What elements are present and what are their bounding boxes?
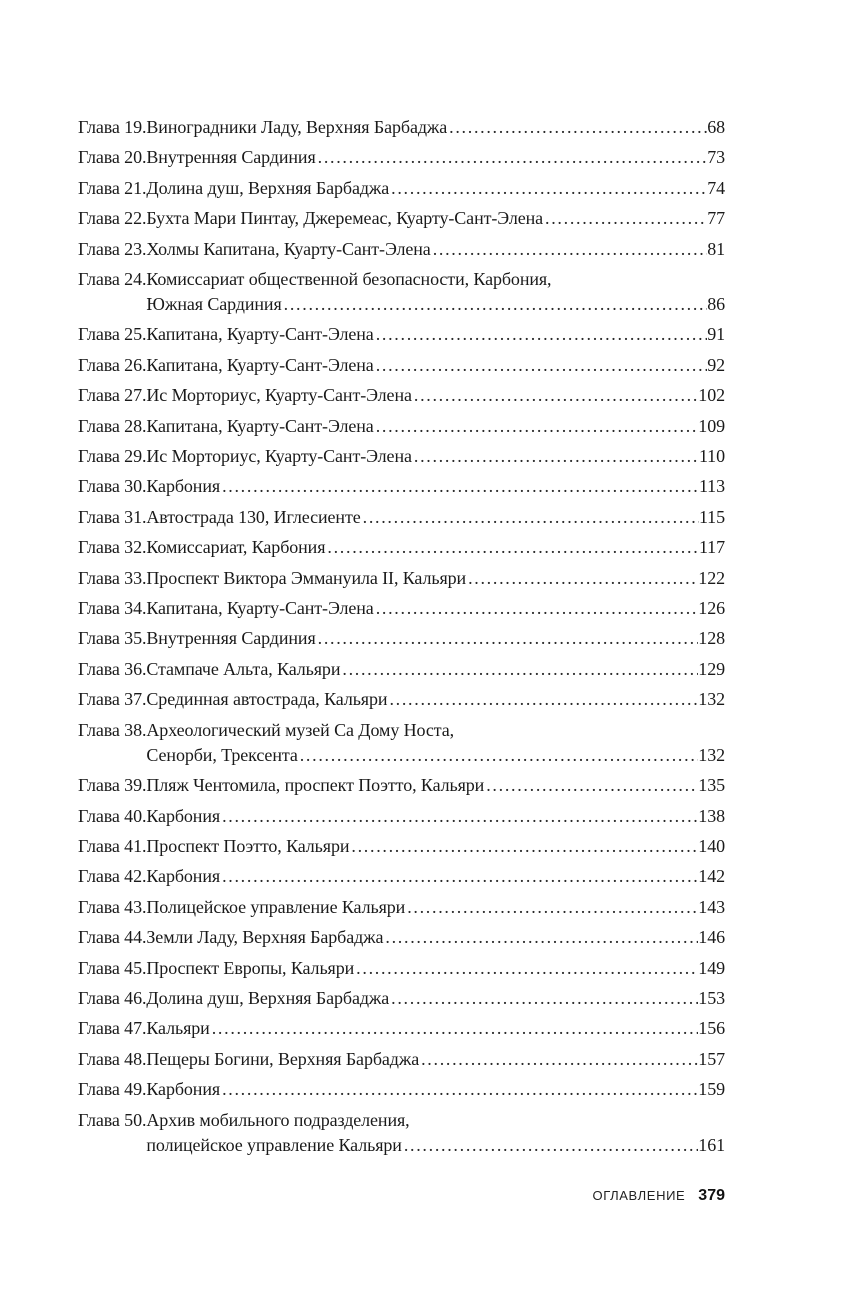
chapter-body (146, 142, 725, 172)
toc-entry[interactable] (78, 623, 725, 653)
chapter-body (146, 1044, 725, 1074)
dot-leader (412, 380, 698, 410)
chapter-title: Южная Сардиния (146, 294, 282, 315)
chapter-label: Глава 36. (78, 658, 147, 679)
chapter-body (146, 1013, 725, 1043)
dot-leader (389, 983, 698, 1013)
table-of-contents (78, 112, 725, 1160)
chapter-title: Капитана, Куарту-Сант-Элена (146, 415, 374, 436)
toc-entry[interactable] (78, 1044, 725, 1074)
chapter-title: Пляж Чентомила, проспект Поэтто, Кальяри (146, 775, 485, 796)
toc-entry[interactable] (78, 831, 725, 861)
chapter-line (146, 743, 725, 768)
chapter-body (146, 502, 725, 532)
toc-entry[interactable] (78, 715, 725, 770)
toc-entry[interactable] (78, 173, 725, 203)
page-number: 113 (698, 476, 725, 497)
toc-entry[interactable] (78, 983, 725, 1013)
page-number: 140 (698, 835, 725, 856)
page-number: 86 (707, 294, 725, 315)
chapter-body (146, 380, 725, 410)
chapter-title: Автострада 130, Иглесиенте (146, 506, 361, 527)
running-header: ОГЛАВЛЕНИЕ (592, 1188, 686, 1203)
dot-leader (316, 623, 699, 653)
toc-entry[interactable] (78, 1013, 725, 1043)
chapter-title: Карбония (146, 1079, 221, 1100)
toc-entry[interactable] (78, 380, 725, 410)
chapter-title: Пещеры Богини, Верхняя Барбаджа (146, 1048, 420, 1069)
chapter-title: Долина душ, Верхняя Барбаджа (146, 177, 390, 198)
chapter-line (146, 1013, 725, 1043)
chapter-label: Глава 39. (78, 775, 147, 796)
chapter-body (146, 173, 725, 203)
chapter-line (146, 953, 725, 983)
chapter-title: Карбония (146, 476, 221, 497)
chapter-label: Глава 43. (78, 896, 147, 917)
chapter-label: Глава 19. (78, 117, 147, 137)
dot-leader (543, 203, 707, 233)
chapter-label: Глава 34. (78, 598, 147, 619)
toc-entry[interactable] (78, 112, 725, 142)
chapter-title: Проспект Поэтто, Кальяри (146, 835, 350, 856)
chapter-line (146, 623, 725, 653)
chapter-title: Полицейское управление Кальяри (146, 896, 406, 917)
page-number: 132 (698, 689, 725, 710)
dot-leader (340, 654, 698, 684)
chapter-line (146, 831, 725, 861)
toc-entry[interactable] (78, 471, 725, 501)
chapter-body (146, 350, 725, 380)
dot-leader (419, 1044, 698, 1074)
chapter-line (146, 1044, 725, 1074)
page-number: 91 (707, 324, 725, 345)
chapter-title: Долина душ, Верхняя Барбаджа (146, 987, 390, 1008)
chapter-body (146, 532, 725, 562)
chapter-body (146, 654, 725, 684)
toc-entry[interactable] (78, 922, 725, 952)
toc-entry[interactable] (78, 861, 725, 891)
chapter-label: Глава 22. (78, 208, 147, 229)
chapter-body (146, 1074, 725, 1104)
chapter-line (146, 234, 725, 264)
chapter-title: Срединная автострада, Кальяри (146, 689, 388, 710)
page-number: 159 (698, 1079, 725, 1100)
chapter-title: полицейское управление Кальяри (146, 1134, 402, 1155)
chapter-label: Глава 27. (78, 385, 147, 406)
chapter-line (146, 922, 725, 952)
chapter-body (146, 411, 725, 441)
chapter-body (146, 953, 725, 983)
chapter-body (146, 112, 725, 142)
page-number: 92 (707, 354, 725, 375)
dot-leader (412, 441, 699, 471)
chapter-line (146, 532, 725, 562)
page-number: 102 (698, 385, 725, 406)
dot-leader (220, 861, 698, 891)
toc-entry[interactable] (78, 684, 725, 714)
page-number: 135 (698, 775, 725, 796)
chapter-body (146, 593, 725, 623)
chapter-line (146, 861, 725, 891)
dot-leader (220, 1074, 698, 1104)
chapter-title: Внутренняя Сардиния (146, 147, 316, 168)
chapter-body (146, 770, 725, 800)
toc-entry[interactable] (78, 593, 725, 623)
chapter-label: Глава 23. (78, 238, 147, 259)
page-number: 115 (698, 506, 725, 527)
toc-entry[interactable] (78, 234, 725, 264)
chapter-body (146, 234, 725, 264)
toc-entry[interactable] (78, 1074, 725, 1104)
dot-leader (374, 411, 699, 441)
toc-entry[interactable] (78, 203, 725, 233)
page-number: 74 (707, 177, 725, 198)
chapter-title: Карбония (146, 866, 221, 887)
page-number: 128 (698, 628, 725, 649)
chapter-body (146, 203, 725, 233)
chapter-label: Глава 28. (78, 415, 147, 436)
toc-entry[interactable] (78, 411, 725, 441)
chapter-title: Проспект Виктора Эммануила II, Кальяри (146, 567, 467, 588)
chapter-label: Глава 45. (78, 957, 147, 978)
chapter-label: Глава 47. (78, 1018, 147, 1039)
chapter-line (146, 801, 725, 831)
folio-number: 379 (698, 1187, 725, 1204)
dot-leader (387, 684, 698, 714)
chapter-title: Комиссариат, Карбония (146, 537, 326, 558)
chapter-label: Глава 21. (78, 177, 147, 198)
dot-leader (325, 532, 699, 562)
chapter-label: Глава 31. (78, 506, 147, 527)
chapter-title: Виноградники Ладу, Верхняя Барбаджа (146, 117, 448, 137)
chapter-line (146, 983, 725, 1013)
page-number: 109 (698, 415, 725, 436)
chapter-title: Ис Морториус, Куарту-Сант-Элена (146, 385, 412, 406)
page-number: 153 (698, 987, 725, 1008)
chapter-line (146, 203, 725, 233)
chapter-label: Глава 26. (78, 354, 147, 375)
dot-leader (447, 112, 707, 142)
dot-leader (389, 173, 707, 203)
chapter-title: Капитана, Куарту-Сант-Элена (146, 598, 374, 619)
chapter-label: Глава 20. (78, 147, 147, 168)
chapter-line (146, 471, 725, 501)
toc-entry[interactable] (78, 892, 725, 922)
page-number: 156 (698, 1018, 725, 1039)
page-number: 161 (698, 1134, 725, 1155)
chapter-line (146, 654, 725, 684)
page-footer (593, 1187, 725, 1205)
dot-leader (316, 142, 708, 172)
page-number: 149 (698, 957, 725, 978)
chapter-body (146, 267, 725, 317)
chapter-line (146, 142, 725, 172)
toc-entry[interactable] (78, 264, 725, 319)
page-number: 122 (698, 567, 725, 588)
chapter-title: Сенорби, Трексента (146, 744, 298, 765)
chapter-label: Глава 37. (78, 689, 147, 710)
page-number: 81 (707, 238, 725, 259)
chapter-body (146, 623, 725, 653)
chapter-label: Глава 38. (78, 719, 147, 740)
page-number: 126 (698, 598, 725, 619)
page-number: 138 (698, 805, 725, 826)
chapter-line (146, 1133, 725, 1158)
page-number: 77 (707, 208, 725, 229)
chapter-line (146, 350, 725, 380)
chapter-line (146, 380, 725, 410)
chapter-body (146, 892, 725, 922)
toc-entry[interactable] (78, 350, 725, 380)
chapter-line (146, 892, 725, 922)
chapter-label: Глава 29. (78, 446, 147, 467)
dot-leader (298, 743, 699, 768)
dot-leader (210, 1013, 699, 1043)
page-number: 68 (707, 117, 725, 137)
dot-leader (361, 502, 699, 532)
dot-leader (431, 234, 708, 264)
chapter-line (146, 502, 725, 532)
chapter-label: Глава 46. (78, 987, 147, 1008)
chapter-title: Бухта Мари Пинтау, Джеремеас, Куарту-Сант-Элена (146, 208, 544, 229)
toc-entry[interactable] (78, 770, 725, 800)
dot-leader (383, 922, 698, 952)
chapter-body (146, 319, 725, 349)
chapter-body (146, 983, 725, 1013)
chapter-body (146, 471, 725, 501)
chapter-title: Холмы Капитана, Куарту-Сант-Элена (146, 238, 431, 259)
page-number: 146 (698, 927, 725, 948)
dot-leader (220, 801, 698, 831)
chapter-title: Кальяри (146, 1018, 210, 1039)
page-number: 73 (707, 147, 725, 168)
chapter-line (146, 319, 725, 349)
dot-leader (466, 563, 698, 593)
chapter-label: Глава 35. (78, 628, 147, 649)
chapter-title: Ис Морториус, Куарту-Сант-Элена (146, 446, 412, 467)
dot-leader (282, 292, 708, 317)
chapter-title: Карбония (146, 805, 221, 826)
chapter-line (146, 173, 725, 203)
chapter-line (146, 292, 725, 317)
page-number: 143 (698, 896, 725, 917)
dot-leader (402, 1133, 698, 1158)
chapter-line (146, 411, 725, 441)
dot-leader (349, 831, 698, 861)
chapter-line (146, 770, 725, 800)
chapter-title-first-line: Археологический музей Са Дому Носта, (146, 719, 455, 740)
toc-entry[interactable] (78, 441, 725, 471)
chapter-label: Глава 32. (78, 537, 147, 558)
toc-entry[interactable] (78, 319, 725, 349)
page-number: 142 (698, 866, 725, 887)
page-number: 132 (698, 744, 725, 765)
chapter-label: Глава 50. (78, 1109, 147, 1130)
dot-leader (220, 471, 699, 501)
chapter-body (146, 922, 725, 952)
chapter-label: Глава 30. (78, 476, 147, 497)
chapter-label: Глава 24. (78, 269, 147, 290)
dot-leader (405, 892, 698, 922)
toc-entry[interactable] (78, 502, 725, 532)
toc-entry[interactable] (78, 654, 725, 684)
chapter-line (146, 441, 725, 471)
chapter-body (146, 563, 725, 593)
chapter-body (146, 718, 725, 768)
chapter-title: Проспект Европы, Кальяри (146, 957, 355, 978)
chapter-label: Глава 41. (78, 835, 147, 856)
toc-entry[interactable] (78, 801, 725, 831)
toc-entry[interactable] (78, 953, 725, 983)
chapter-title: Стампаче Альта, Кальяри (146, 658, 341, 679)
toc-entry[interactable] (78, 142, 725, 172)
chapter-title-first-line: Комиссариат общественной безопасности, Карбония, (146, 269, 552, 290)
dot-leader (374, 319, 707, 349)
toc-entry[interactable] (78, 532, 725, 562)
page-number: 129 (698, 658, 725, 679)
chapter-body (146, 1108, 725, 1158)
chapter-label: Глава 33. (78, 567, 147, 588)
chapter-line (146, 112, 725, 142)
chapter-label: Глава 42. (78, 866, 147, 887)
page-number: 117 (698, 537, 725, 558)
dot-leader (354, 953, 698, 983)
chapter-body (146, 861, 725, 891)
page-number: 110 (698, 446, 725, 467)
chapter-line (146, 563, 725, 593)
chapter-body (146, 441, 725, 471)
toc-entry[interactable] (78, 563, 725, 593)
chapter-line (146, 593, 725, 623)
page-number: 157 (698, 1048, 725, 1069)
chapter-label: Глава 44. (78, 927, 147, 948)
toc-entry[interactable] (78, 1105, 725, 1160)
chapter-label: Глава 40. (78, 805, 147, 826)
chapter-label: Глава 25. (78, 324, 147, 345)
dot-leader (374, 350, 707, 380)
chapter-label: Глава 48. (78, 1048, 147, 1069)
chapter-body (146, 831, 725, 861)
chapter-title: Внутренняя Сардиния (146, 628, 316, 649)
chapter-line (146, 684, 725, 714)
chapter-body (146, 801, 725, 831)
chapter-title: Капитана, Куарту-Сант-Элена (146, 324, 374, 345)
chapter-line (146, 1074, 725, 1104)
chapter-label: Глава 49. (78, 1079, 147, 1100)
chapter-title: Капитана, Куарту-Сант-Элена (146, 354, 374, 375)
chapter-body (146, 684, 725, 714)
dot-leader (484, 770, 698, 800)
chapter-title-first-line: Архив мобильного подразделения, (146, 1109, 410, 1130)
chapter-title: Земли Ладу, Верхняя Барбаджа (146, 927, 384, 948)
dot-leader (374, 593, 699, 623)
